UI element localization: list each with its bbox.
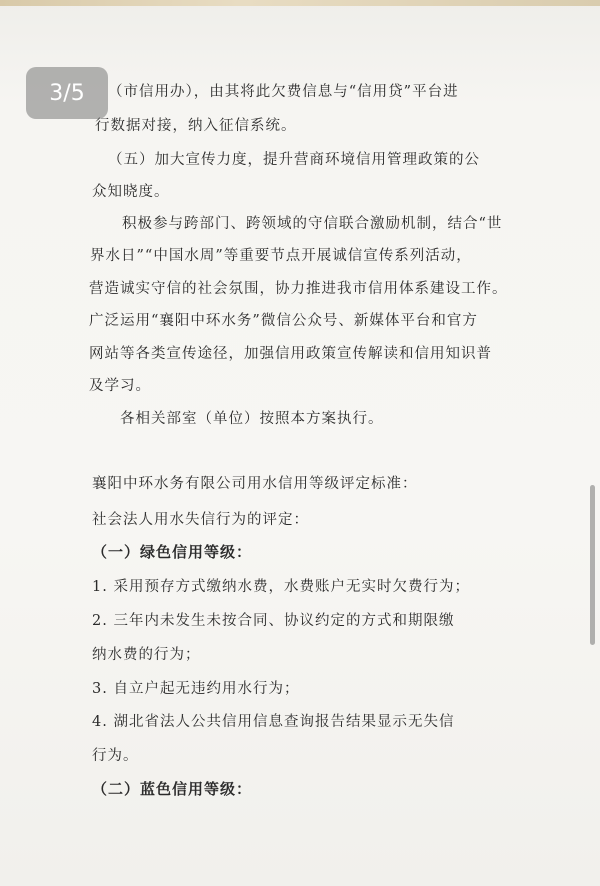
doc-line-9: 网站等各类宣传途径，加强信用政策宣传解读和信用知识普: [89, 346, 492, 362]
doc-line-7: 营造诚实守信的社会氛围，协力推进我市信用体系建设工作。: [89, 281, 508, 297]
doc-line-1: （市信用办），由其将此欠费信息与“信用贷”平台进: [108, 84, 459, 100]
criterion-2: 2. 三年内未发生未按合同、协议约定的方式和期限缴: [92, 613, 455, 629]
doc-line-6: 界水日”“中国水周”等重要节点开展诚信宣传系列活动，: [90, 248, 472, 264]
doc-line-2: 行数据对接，纳入征信系统。: [95, 118, 297, 134]
doc-line-4: 众知晓度。: [92, 184, 170, 200]
green-level-heading: （一）绿色信用等级：: [92, 543, 253, 561]
criterion-2-cont: 纳水费的行为；: [92, 647, 201, 663]
page-indicator-badge: 3/5: [26, 67, 108, 119]
standard-subtitle: 社会法人用水失信行为的评定：: [92, 512, 309, 528]
doc-line-3: （五）加大宣传力度，提升营商环境信用管理政策的公: [108, 152, 480, 168]
vertical-scrollbar[interactable]: [590, 485, 595, 645]
blue-level-heading: （二）蓝色信用等级：: [92, 780, 253, 798]
page-top-edge: [0, 0, 600, 6]
doc-line-8: 广泛运用“襄阳中环水务”微信公众号、新媒体平台和官方: [89, 313, 478, 329]
criterion-4-cont: 行为。: [92, 748, 139, 764]
doc-line-11: 各相关部室（单位）按照本方案执行。: [120, 411, 384, 427]
criterion-4: 4. 湖北省法人公共信用信息查询报告结果显示无失信: [92, 714, 455, 730]
standard-title: 襄阳中环水务有限公司用水信用等级评定标准：: [92, 476, 418, 492]
criterion-3: 3. 自立户起无违约用水行为；: [92, 681, 300, 697]
doc-line-5: 积极参与跨部门、跨领域的守信联合激励机制，结合“世: [122, 216, 503, 232]
criterion-1: 1. 采用预存方式缴纳水费，水费账户无实时欠费行为；: [92, 579, 470, 595]
doc-line-10: 及学习。: [89, 378, 151, 394]
